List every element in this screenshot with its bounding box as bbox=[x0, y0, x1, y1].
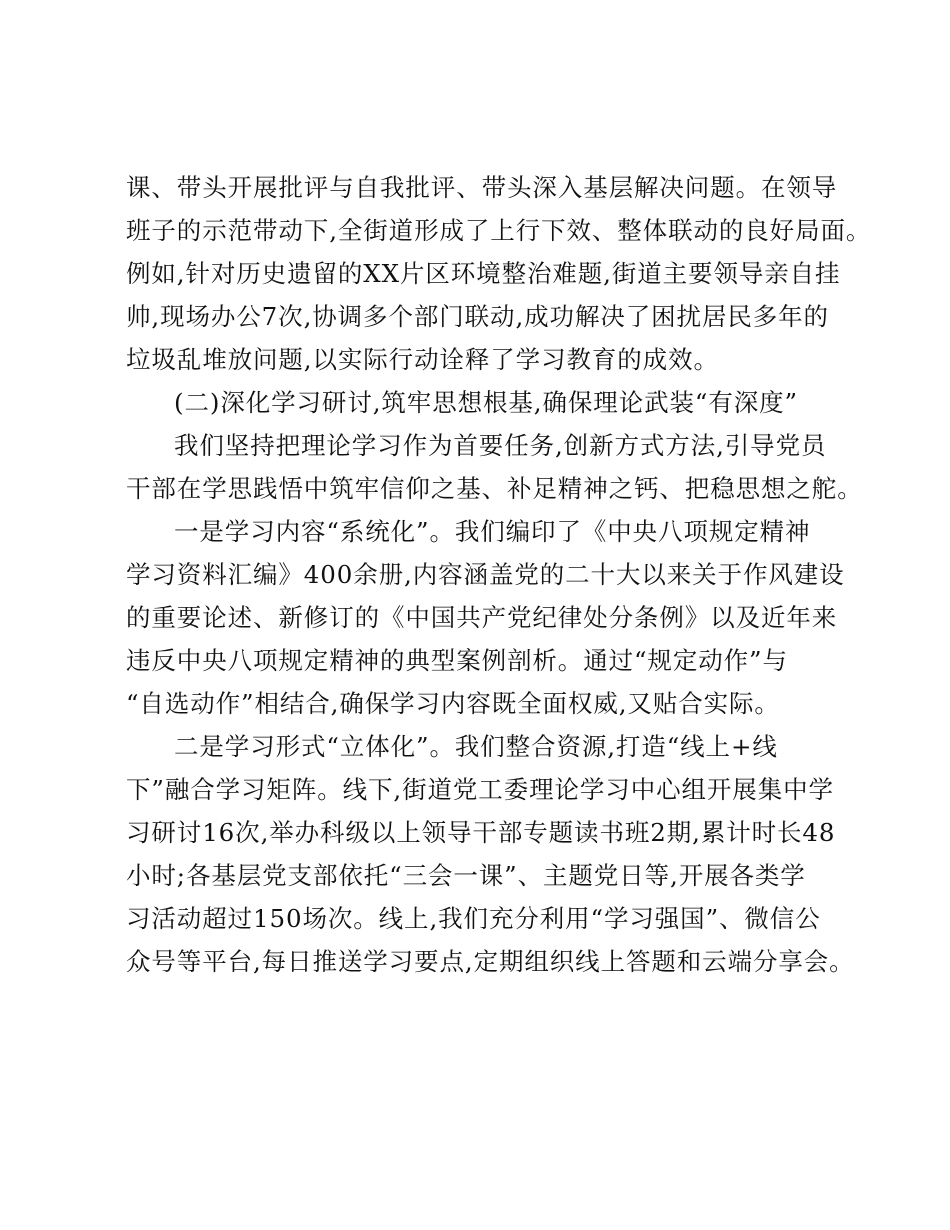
body-text-line: 一是学习内容“系统化”。我们编印了《中央八项规定精神 bbox=[174, 517, 811, 546]
body-text-line: 习活动超过150场次。线上,我们充分利用“学习强国”、微信公 bbox=[126, 904, 821, 933]
body-text-line: 下”融合学习矩阵。线下,街道党工委理论学习中心组开展集中学 bbox=[126, 775, 834, 804]
body-text-line: 学习资料汇编》400余册,内容涵盖党的二十大以来关于作风建设 bbox=[126, 560, 845, 589]
body-text-line: 小时;各基层党支部依托“三会一课”、主题党日等,开展各类学 bbox=[126, 861, 806, 890]
body-text-line: 垃圾乱堆放问题,以实际行动诠释了学习教育的成效。 bbox=[126, 345, 719, 374]
body-text-line: 例如,针对历史遗留的XX片区环境整治难题,街道主要领导亲自挂 bbox=[126, 259, 841, 288]
body-text-line: 课、带头开展批评与自我批评、带头深入基层解决问题。在领导 bbox=[126, 173, 838, 202]
body-text-line: 的重要论述、新修订的《中国共产党纪律处分条例》以及近年来 bbox=[126, 603, 838, 632]
body-text-line: 干部在学思践悟中筑牢信仰之基、补足精神之钙、把稳思想之舵。 bbox=[126, 474, 863, 503]
body-text-line: 帅,现场办公7次,协调多个部门联动,成功解决了困扰居民多年的 bbox=[126, 302, 829, 331]
body-text-line: 班子的示范带动下,全街道形成了上行下效、整体联动的良好局面。 bbox=[126, 216, 872, 245]
body-text-line: 我们坚持把理论学习作为首要任务,创新方式方法,引导党员 bbox=[174, 431, 827, 460]
body-text-line: 违反中央八项规定精神的典型案例剖析。通过“规定动作”与 bbox=[126, 646, 788, 675]
body-text-line: 众号等平台,每日推送学习要点,定期组织线上答题和云端分享会。 bbox=[126, 947, 855, 976]
section-heading: (二)深化学习研讨,筑牢思想根基,确保理论武装“有深度” bbox=[174, 388, 798, 417]
body-text-line: 二是学习形式“立体化”。我们整合资源,打造“线上+线 bbox=[174, 732, 778, 761]
body-text-line: 习研讨16次,举办科级以上领导干部专题读书班2期,累计时长48 bbox=[126, 818, 836, 847]
body-text-line: “自选动作”相结合,确保学习内容既全面权威,又贴合实际。 bbox=[126, 689, 780, 718]
